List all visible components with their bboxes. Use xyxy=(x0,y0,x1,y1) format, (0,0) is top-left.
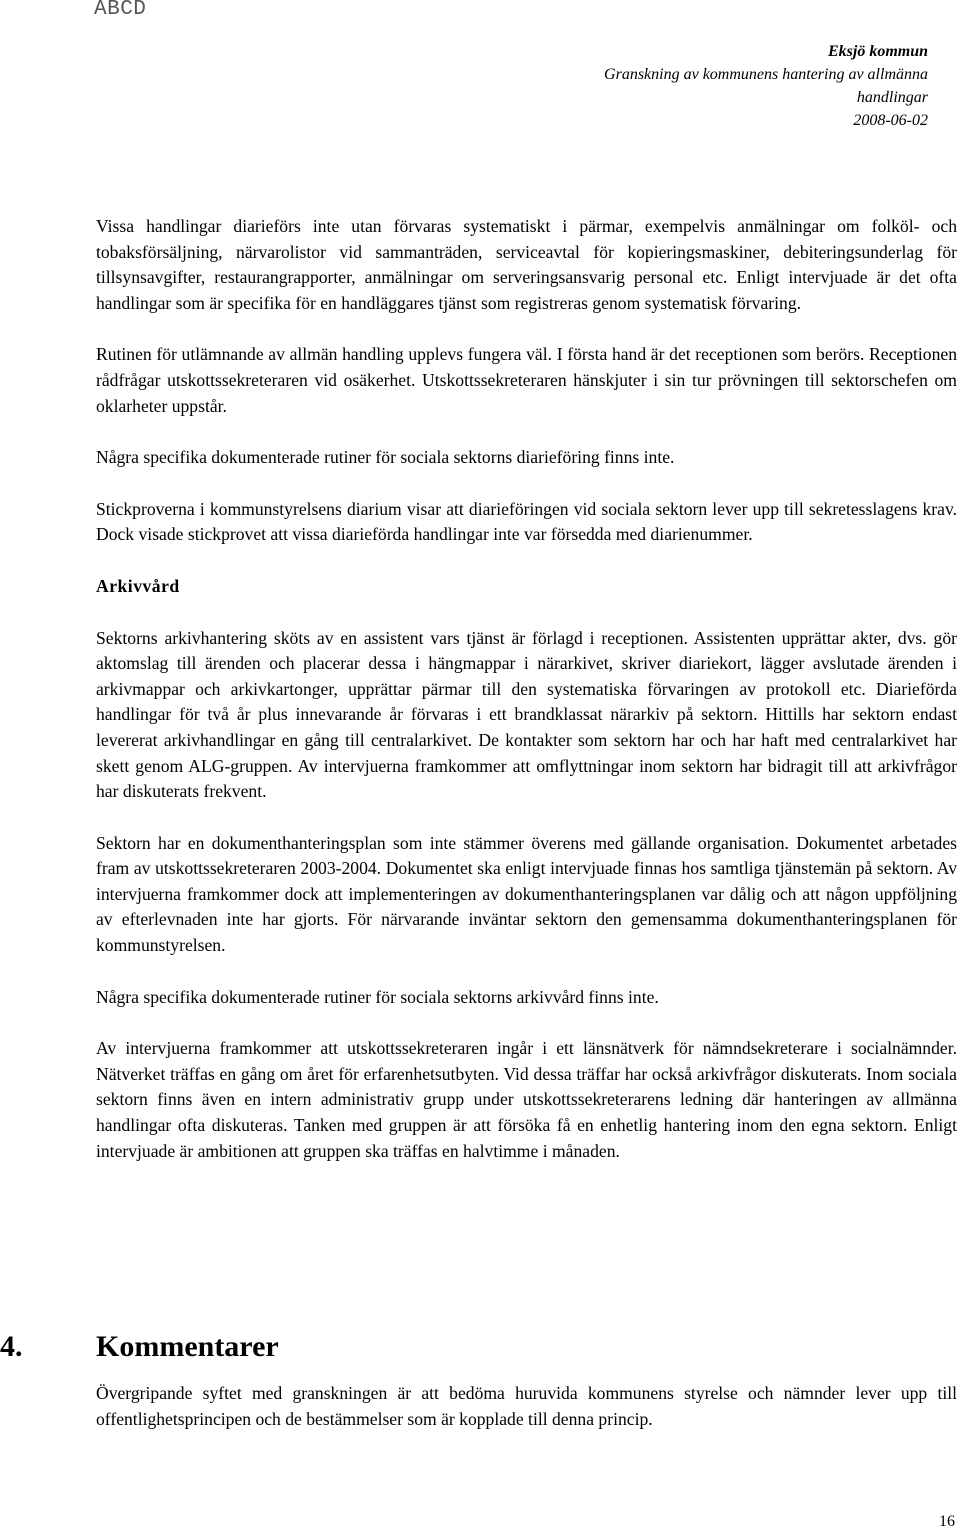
paragraph: Övergripande syftet med granskningen är att bedöma huruvida kommunens styrelse och nämnder lever upp till offentlighetsprincipen och de bestämmelser som är kopplade till denna princip. xyxy=(96,1383,957,1429)
report-date: 2008-06-02 xyxy=(853,112,928,129)
logo: ABCD xyxy=(94,0,147,21)
report-title-line1: Granskning av kommunens hantering av allmänna xyxy=(604,66,928,83)
section-body xyxy=(96,1381,957,1432)
paragraph: Stickproverna i kommunstyrelsens diarium visar att diarieföringen vid sociala sektorn lever upp till sekretesslagens krav. Dock visade stickprovet att vissa diarieförda handlingar inte var försedda med diarienummer. xyxy=(96,498,957,545)
paragraph: Av intervjuerna framkommer att utskottssekreteraren ingår i ett länsnätverk för nämndsekreterare i socialnämnder. Nätverket träffas en gång om året för erfarenhetsutbyten. Vid dessa träffar har också arkivfrågor diskuterats. Inom sociala sektorn finns även en intern administrativ grupp under utskottssekreterarens ledning där hanteringen av allmänna handlingar ofta diskuteras. Tanken med gruppen är att försöka få en enhetlig hantering inom den egna sektorn. Enligt intervjuade är ambitionen att gruppen ska träffas en halvtimme i månaden. xyxy=(96,1038,957,1161)
section-number: 4. xyxy=(0,1330,23,1363)
paragraph: Rutinen för utlämnande av allmän handling upplevs fungera väl. I första hand är det receptionen som berörs. Receptionen rådfrågar utskottssekreteraren vid osäkerhet. Utskottssekreteraren hänskjuter i sin tur prövningen till sektorschefen om oklarheter uppstår. xyxy=(96,344,957,416)
document-body xyxy=(96,214,957,1164)
paragraph: Vissa handlingar diarieförs inte utan förvaras systematiskt i pärmar, exempelvis anmälningar om folköl- och tobaksförsäljning, närvarolistor vid sammanträden, serviceavtal för kopieringsmaskiner, debiteringsunderlag för tillsynsavgifter, restaurangrapporter, anmälningar om serveringsansvarig personal etc. Enligt intervjuade är det ofta handlingar som är specifika för en handläggares tjänst som registreras genom systematisk förvaring. xyxy=(96,216,957,313)
section-title: Kommentarer xyxy=(96,1330,279,1363)
paragraph: Några specifika dokumenterade rutiner för sociala sektorns diarieföring finns inte. xyxy=(96,447,675,468)
section-heading-arkivvard: Arkivvård xyxy=(96,575,180,596)
page-number: 16 xyxy=(939,1513,955,1530)
paragraph: Sektorn har en dokumenthanteringsplan som inte stämmer överens med gällande organisation. Dokumentet arbetades fram av utskottssekreteraren 2003-2004. Dokumentet ska enligt intervjuade finnas hos samtliga tjänstemän på sektorn. Av intervjuerna framkommer dock att implementeringen av dokumenthanteringsplanen var dålig och att någon uppföljning av efterlevnaden inte har gjorts. För närvarande inväntar sektorn den gemensamma dokumenthanteringsplanen för kommunstyrelsen. xyxy=(96,832,957,956)
report-title-line2: handlingar xyxy=(856,89,928,106)
page-header xyxy=(548,40,928,132)
organization-name: Eksjö kommun xyxy=(827,43,928,60)
paragraph: Sektorns arkivhantering sköts av en assistent vars tjänst är förlagd i receptionen. Assistenten upprättar akter, dvs. gör aktomslag till ärenden och placerar dessa i hängmappar i närarkivet, skriver diariekort, lägger avslutade ärenden i arkivmappar och arkivkartonger, upprättar pärmar till den systematiska förvaringen av protokoll etc. Diarieförda handlingar för två år plus innevarande år förvaras i ett brandklassat närarkiv på sektorn. Hittills har sektorn endast levererat arkivhandlingar en gång till centralarkivet. De kontakter som sektorn har och har haft med centralarkivet har skett genom ALG-gruppen. Av intervjuerna framkommer att omflyttningar inom sektorn har bidragit till att arkivfrågor har diskuterats frekvent. xyxy=(96,627,957,802)
paragraph: Några specifika dokumenterade rutiner för sociala sektorns arkivvård finns inte. xyxy=(96,986,659,1007)
